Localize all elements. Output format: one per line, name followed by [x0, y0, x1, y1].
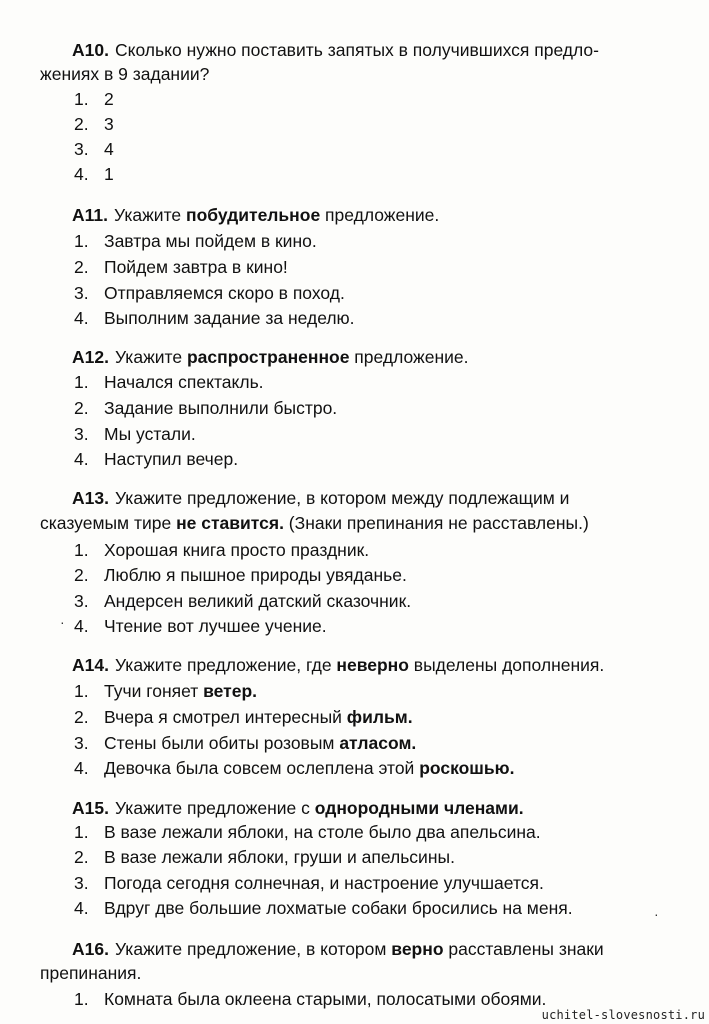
option: 2. Пойдем завтра в кино!: [74, 257, 288, 277]
option: 2. 3: [74, 114, 114, 134]
question-a12-prompt: А12. Укажите распространенное предложение.: [72, 347, 469, 367]
option: 1. Тучи гоняет ветер.: [74, 681, 258, 701]
option: 2. Люблю я пышное природы увяданье.: [74, 565, 407, 585]
option: 4. Девочка была совсем ослеплена этой роскошью.: [74, 758, 515, 778]
option: 4. Чтение вот лучшее учение.: [74, 616, 327, 636]
option: 3. Погода сегодня солнечная, и настроение улучшается.: [74, 873, 544, 893]
option: 1. Завтра мы пойдем в кино.: [74, 231, 317, 251]
watermark: uchitel-slovesnosti.ru: [541, 1008, 705, 1022]
option: 1. В вазе лежали яблоки, на столе было два апельсина.: [74, 822, 541, 842]
question-a13-prompt: А13. Укажите предложение, в котором между подлежащим и: [72, 488, 570, 508]
option: 4. Наступил вечер.: [74, 449, 239, 469]
option: 2. В вазе лежали яблоки, груши и апельсины.: [74, 847, 455, 867]
question-a10-prompt: А10. Сколько нужно поставить запятых в получившихся предло-: [72, 40, 599, 60]
question-a13-prompt-cont: сказуемым тире не ставится. (Знаки препинания не расставлены.): [40, 513, 589, 533]
option: 4. Вдруг две большие лохматые собаки бросились на меня.: [74, 898, 573, 918]
option: 2. Задание выполнили быстро.: [74, 398, 338, 418]
option: 3. Андерсен великий датский сказочник.: [74, 591, 412, 611]
question-number: А15.: [72, 798, 109, 818]
question-a16-prompt-cont: препинания.: [40, 963, 142, 983]
scan-speck: ·: [654, 906, 659, 922]
option: 3. Мы устали.: [74, 424, 196, 444]
option: 3. Стены были обиты розовым атласом.: [74, 733, 417, 753]
question-number: А16.: [72, 939, 109, 959]
question-number: А13.: [72, 488, 109, 508]
question-number: А10.: [72, 40, 109, 60]
option: 4. 1: [74, 164, 114, 184]
option: 1. Комната была оклеена старыми, полосатыми обоями.: [74, 989, 547, 1009]
option: 2. Вчера я смотрел интересный фильм.: [74, 707, 413, 727]
option: 1. Начался спектакль.: [74, 372, 264, 392]
question-number: А14.: [72, 655, 109, 675]
option: 1. 2: [74, 89, 114, 109]
question-a14-prompt: А14. Укажите предложение, где неверно выделены дополнения.: [72, 655, 605, 675]
scan-speck: ·: [60, 614, 65, 630]
question-a10-prompt-cont: жениях в 9 задании?: [40, 64, 210, 84]
question-a11-prompt: А11. Укажите побудительное предложение.: [72, 205, 440, 225]
question-a16-prompt: А16. Укажите предложение, в котором верно расставлены знаки: [72, 939, 604, 959]
option: 3. 4: [74, 139, 114, 159]
question-a15-prompt: А15. Укажите предложение с однородными членами.: [72, 798, 524, 818]
question-number: А12.: [72, 347, 109, 367]
option: 1. Хорошая книга просто праздник.: [74, 540, 370, 560]
question-number: А11.: [72, 205, 108, 225]
option: 4. Выполним задание за неделю.: [74, 308, 355, 328]
option: 3. Отправляемся скоро в поход.: [74, 283, 345, 303]
